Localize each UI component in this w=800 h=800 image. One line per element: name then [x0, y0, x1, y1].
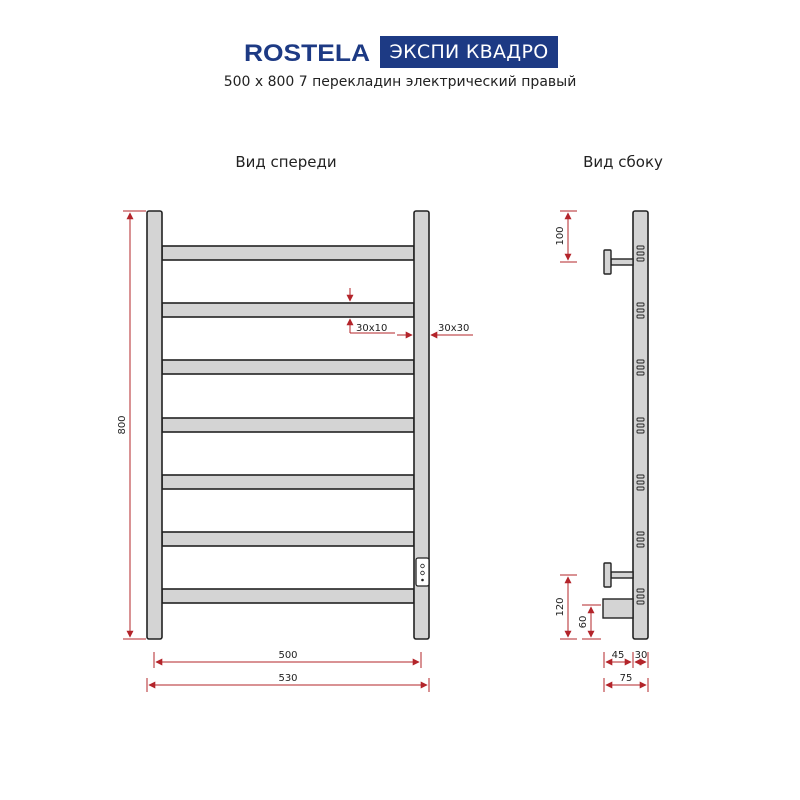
outer-width-label: 530	[278, 673, 298, 684]
height-label: 800	[117, 415, 128, 435]
bar-section-label: 30x10	[356, 323, 388, 334]
side-view-title: Вид сбоку	[583, 153, 663, 171]
model-title: ЭКСПИ КВАДРО	[380, 36, 559, 68]
crossbar-3	[162, 360, 414, 374]
bottom-offset-label: 120	[555, 597, 566, 617]
post-depth-label: 30	[634, 650, 648, 661]
brand-logo-text: ROSTELA	[243, 40, 370, 65]
side-view	[555, 153, 663, 692]
post-section-label: 30x30	[438, 323, 470, 334]
crossbar-5	[162, 475, 414, 489]
inner-width-label: 500	[278, 650, 298, 661]
crossbar-7	[162, 589, 414, 603]
top-offset-label: 100	[555, 226, 566, 246]
bottom-wall-bracket	[604, 563, 633, 587]
mount-depth-label: 45	[611, 650, 625, 661]
total-depth-label: 75	[619, 673, 633, 684]
front-view-title: Вид спереди	[235, 153, 337, 171]
heater-height-label: 60	[578, 615, 589, 629]
side-heater	[603, 599, 633, 618]
heater-switch	[416, 558, 429, 586]
crossbar-4	[162, 418, 414, 432]
crossbar-6	[162, 532, 414, 546]
top-wall-bracket	[604, 250, 633, 274]
front-view	[117, 153, 473, 692]
crossbar-1	[162, 246, 414, 260]
crossbars	[162, 246, 414, 603]
subtitle: 500 x 800 7 перекладин электрический правый	[223, 74, 577, 90]
side-post	[633, 211, 648, 639]
crossbar-2	[162, 303, 414, 317]
left-post	[147, 211, 162, 639]
